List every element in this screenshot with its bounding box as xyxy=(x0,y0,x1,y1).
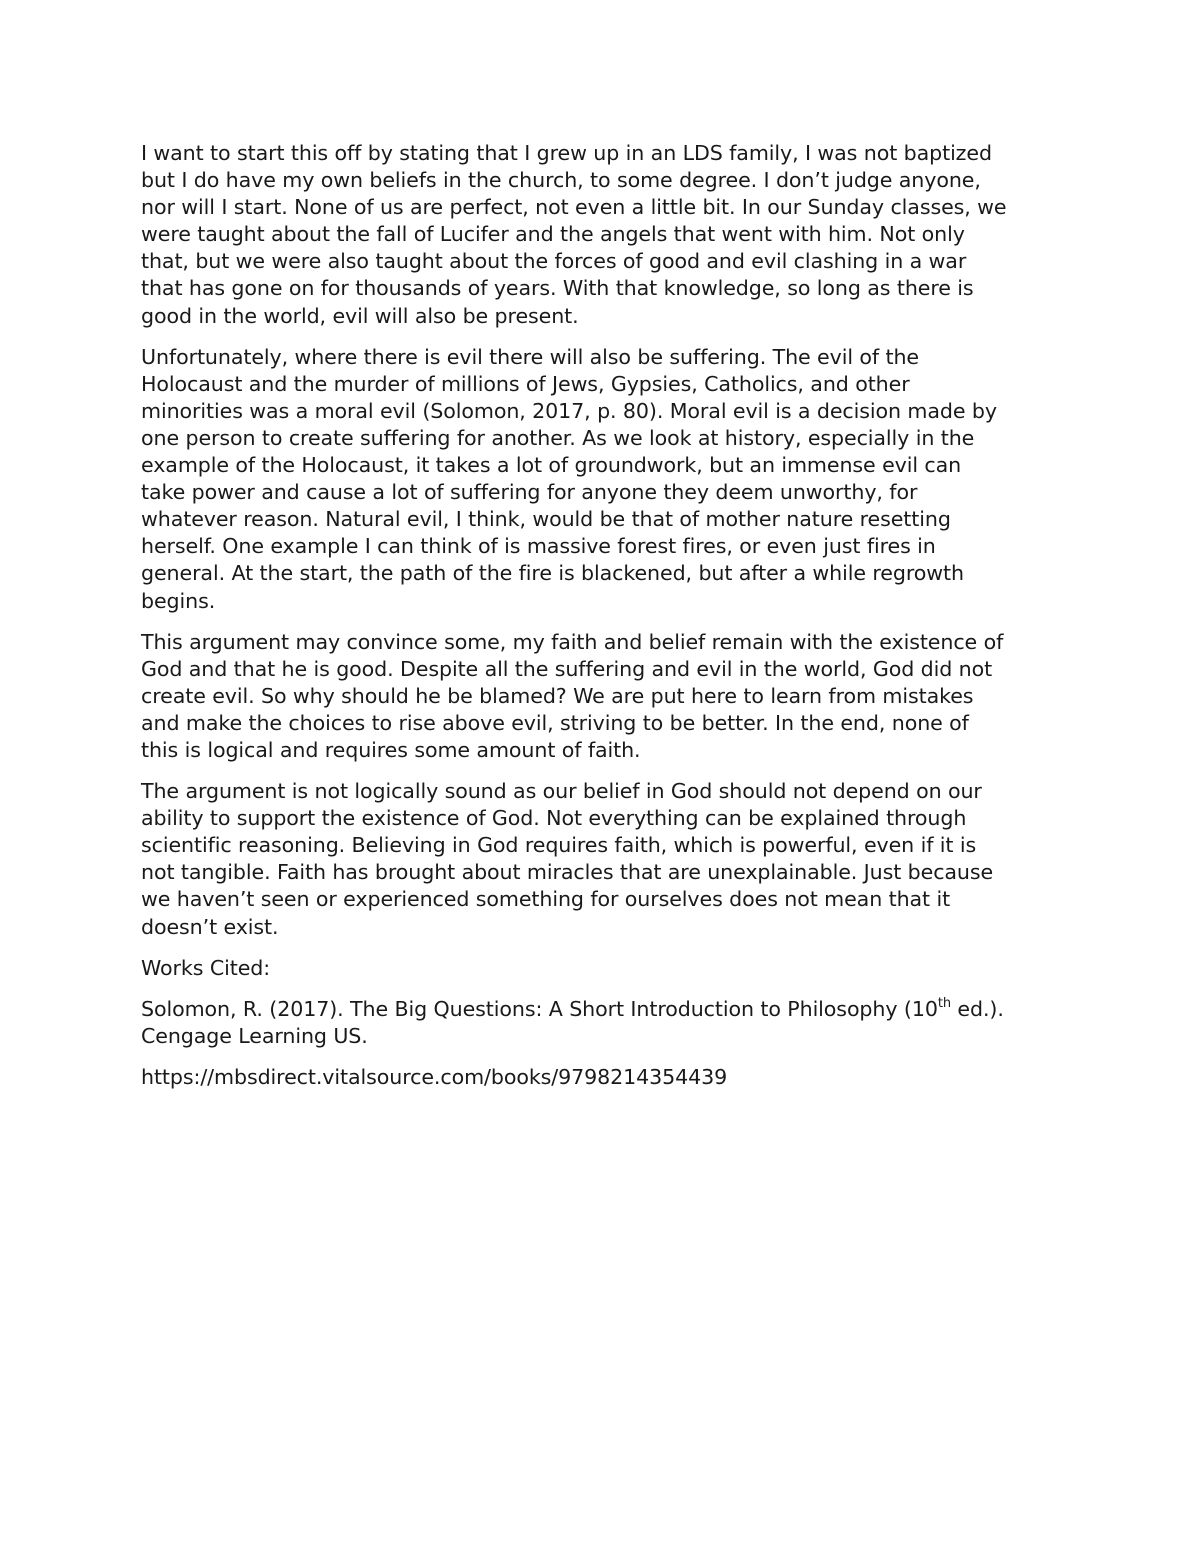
text-line: good in the world, evil will also be present. xyxy=(141,303,579,328)
works-cited-heading xyxy=(141,955,1061,982)
paragraph-3 xyxy=(141,629,1061,764)
text-line: were taught about the fall of Lucifer and the angels that went with him. Not only xyxy=(141,222,965,247)
text-line: God and that he is good. Despite all the suffering and evil in the world, God did not xyxy=(141,656,993,681)
text-line: general. At the start, the path of the fire is blackened, but after a while regrowth xyxy=(141,561,964,586)
citation-entry xyxy=(141,996,1061,1050)
text-line: and make the choices to rise above evil, striving to be better. In the end, none of xyxy=(141,710,969,735)
text-line: this is logical and requires some amount of faith. xyxy=(141,737,641,762)
text-line: scientific reasoning. Believing in God requires faith, which is powerful, even if it is xyxy=(141,833,977,858)
text-line: one person to create suffering for another. As we look at history, especially in the xyxy=(141,425,975,450)
citation-text-end: ed.). xyxy=(950,996,1004,1021)
text-line: but I do have my own beliefs in the church, to some degree. I don’t judge anyone, xyxy=(141,168,981,193)
citation-url xyxy=(141,1064,1061,1091)
text-line: ability to support the existence of God. Not everything can be explained through xyxy=(141,806,967,831)
text-line: whatever reason. Natural evil, I think, would be that of mother nature resetting xyxy=(141,507,951,532)
text-line: example of the Holocaust, it takes a lot of groundwork, but an immense evil can xyxy=(141,453,962,478)
text-line: that has gone on for thousands of years. With that knowledge, so long as there is xyxy=(141,276,974,301)
citation-text: Solomon, R. (2017). The Big Questions: A Short Introduction to Philosophy (10 xyxy=(141,996,938,1021)
text-line: herself. One example I can think of is massive forest fires, or even just fires in xyxy=(141,534,936,559)
citation-line-2: Cengage Learning US. xyxy=(141,1023,368,1048)
text-line: This argument may convince some, my faith and belief remain with the existence of xyxy=(141,629,1004,654)
text-line: that, but we were also taught about the forces of good and evil clashing in a war xyxy=(141,249,967,274)
works-cited-label: Works Cited: xyxy=(141,955,271,980)
document-body xyxy=(141,140,1061,1105)
paragraph-4 xyxy=(141,778,1061,941)
paragraph-1 xyxy=(141,140,1061,330)
text-line: Unfortunately, where there is evil there will also be suffering. The evil of the xyxy=(141,344,919,369)
paragraph-2 xyxy=(141,344,1061,615)
text-line: we haven’t seen or experienced something for ourselves does not mean that it xyxy=(141,887,951,912)
text-line: create evil. So why should he be blamed? We are put here to learn from mistakes xyxy=(141,683,974,708)
edition-superscript: th xyxy=(937,995,951,1011)
text-line: doesn’t exist. xyxy=(141,914,279,939)
text-line: minorities was a moral evil (Solomon, 2017, p. 80). Moral evil is a decision made by xyxy=(141,398,997,423)
text-line: Holocaust and the murder of millions of Jews, Gypsies, Catholics, and other xyxy=(141,371,910,396)
url-text: https://mbsdirect.vitalsource.com/books/9798214354439 xyxy=(141,1064,728,1089)
text-line: I want to start this off by stating that I grew up in an LDS family, I was not baptized xyxy=(141,141,992,165)
citation-line-1 xyxy=(141,996,1061,1023)
text-line: The argument is not logically sound as our belief in God should not depend on our xyxy=(141,779,982,804)
text-line: nor will I start. None of us are perfect, not even a little bit. In our Sunday classes, we xyxy=(141,195,1007,220)
text-line: not tangible. Faith has brought about miracles that are unexplainable. Just because xyxy=(141,860,994,885)
text-line: begins. xyxy=(141,588,216,613)
text-line: take power and cause a lot of suffering for anyone they deem unworthy, for xyxy=(141,480,918,505)
